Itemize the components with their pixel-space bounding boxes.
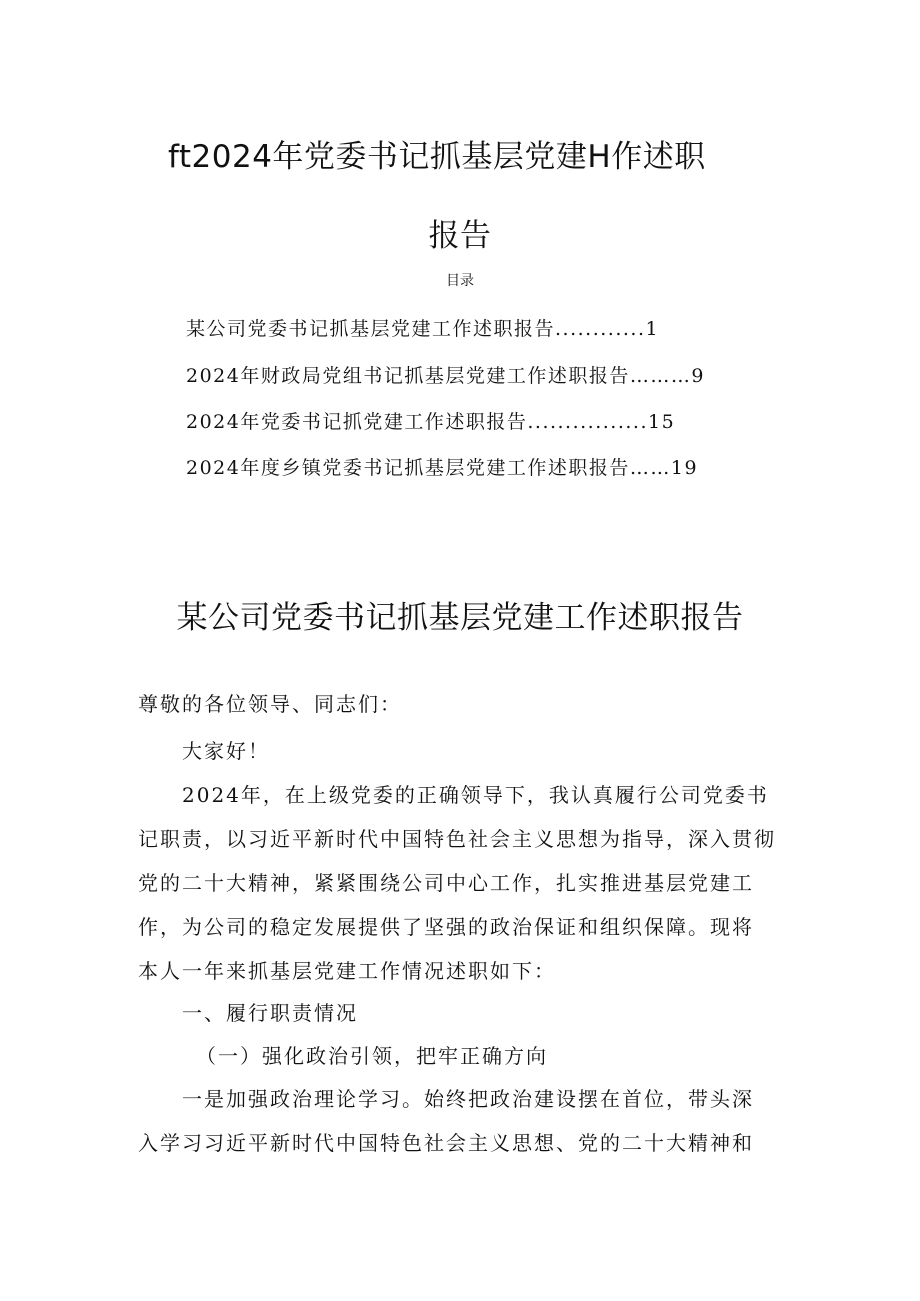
toc-entry [186, 453, 698, 480]
toc-entry [186, 314, 659, 341]
greeting: 大家好！ [182, 739, 270, 763]
toc-entry [186, 407, 675, 434]
toc-entry-page: 19 [670, 457, 699, 479]
paragraph-line: 一是加强政治理论学习。始终把政治建设摆在首位，带头深 [182, 1087, 754, 1111]
paragraph-line: 作，为公司的稳定发展提供了坚强的政治保证和组织保障。现将 [138, 915, 754, 939]
toc-heading: 目录 [446, 273, 474, 289]
toc-entry-page: 1 [645, 318, 660, 340]
paragraph-line: 入学习习近平新时代中国特色社会主义思想、党的二十大精神和 [138, 1131, 754, 1155]
toc-entry [186, 361, 705, 388]
toc-entry-page: 15 [648, 411, 676, 433]
toc-entry-page: 9 [691, 365, 705, 387]
paragraph-line: 党的二十大精神，紧紧围绕公司中心工作，扎实推进基层党建工 [138, 871, 754, 895]
heading-level-1: 一、履行职责情况 [182, 1001, 358, 1025]
paragraph-line: 记职责，以习近平新时代中国特色社会主义思想为指导，深入贯彻 [138, 827, 776, 851]
toc-entry-leader: ................ [527, 411, 648, 433]
document-title-line-1: ft2024年党委书记抓基层党建H作述职 [168, 139, 706, 175]
toc-entry-text: 2024年度乡镇党委书记抓基层党建工作述职报告 [186, 457, 630, 479]
paragraph-line: 本人一年来抓基层党建工作情况述职如下： [138, 959, 556, 983]
document-title-line-2: 报告 [428, 218, 492, 254]
heading-level-2: （一）强化政治引领，把牢正确方向 [196, 1044, 548, 1068]
salutation: 尊敬的各位领导、同志们： [138, 692, 402, 716]
paragraph-line: 2024年，在上级党委的正确领导下，我认真履行公司党委书 [182, 783, 769, 807]
toc-entry-leader: ……… [629, 365, 692, 387]
toc-entry-text: 某公司党委书记抓基层党建工作述职报告 [186, 318, 556, 340]
toc-entry-leader: …… [629, 457, 671, 479]
toc-entry-text: 2024年党委书记抓党建工作述职报告 [186, 411, 528, 433]
section-title: 某公司党委书记抓基层党建工作述职报告 [176, 600, 744, 636]
toc-entry-leader: ............ [555, 318, 646, 340]
toc-entry-text: 2024年财政局党组书记抓基层党建工作述职报告 [186, 365, 630, 387]
